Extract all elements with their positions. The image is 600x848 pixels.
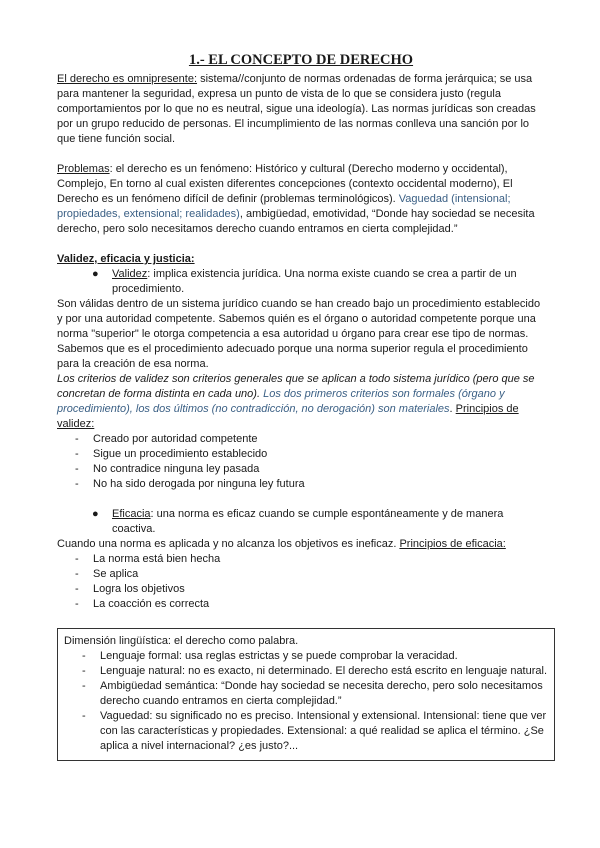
list-item: - Sigue un procedimiento establecido xyxy=(75,448,268,460)
validez-bullet xyxy=(57,267,545,297)
intro-paragraph xyxy=(57,72,545,147)
criterios-dot: . xyxy=(449,403,456,415)
page-title: 1.- EL CONCEPTO DE DERECHO xyxy=(188,52,414,68)
principios-validez-label: Principios de validez: xyxy=(57,403,519,430)
intro-lead: El derecho es omnipresente: xyxy=(57,73,198,85)
eficacia-definition: : una norma es eficaz cuando se cumple espontáneamente y de manera coactiva. xyxy=(112,508,504,535)
list-item: - Logra los objetivos xyxy=(75,583,185,595)
list-item: - Se aplica xyxy=(75,568,139,580)
list-item: - Lenguaje formal: usa reglas estrictas y se puede comprobar la veracidad. xyxy=(82,650,458,662)
intro-text: sistema//conjunto de normas ordenadas de forma jerárquica; se usa para mantener la seguridad, expresa un punto de vista de lo que se considera justo (regula comportamientos por lo que no es neutral, sigue una ideología). Las normas jurídicas son creadas por un grupo reducido de personas. El incumplimiento de las normas conlleva una sanción por lo que tiene función social. xyxy=(57,73,536,145)
box-list xyxy=(64,649,548,754)
problemas-text: : el derecho es un fenómeno: Histórico y cultural (Derecho moderno y occidental), Complejo, En torno al cual existen diferentes concepciones (contexto occidental moderno), El Derecho es un fenómeno difícil de definir (problemas terminológicos). xyxy=(57,163,513,205)
problemas-paragraph xyxy=(57,162,545,237)
eficacia-principles-list xyxy=(57,552,545,612)
eficacia-paragraph xyxy=(57,537,545,552)
bullet-dot-icon: ● xyxy=(92,268,99,280)
criterios-italic: Los criterios de validez son criterios generales que se aplican a todo sistema jurídico (pero que se concretan de forma distinta en cada uno). xyxy=(57,373,535,400)
eficacia-para-text: Cuando una norma es aplicada y no alcanza los objetivos es ineficaz. xyxy=(57,538,400,550)
problemas-lead: Problemas xyxy=(57,163,110,175)
validez-term: Validez xyxy=(112,268,148,280)
list-item: - Vaguedad: su significado no es preciso. Intensional y extensional. Intensional: tiene que ver con las características y propiedades. Extensional: a qué realidad se aplica el término. ¿Se aplica a nivel internacional? ¿es justo?... xyxy=(82,710,547,752)
list-item: - Creado por autoridad competente xyxy=(75,433,258,445)
section-heading: Validez, eficacia y justicia: xyxy=(57,253,195,265)
criterios-paragraph xyxy=(57,372,545,432)
box-title: Dimensión lingüística: el derecho como palabra. xyxy=(64,635,299,647)
validez-paragraph: Son válidas dentro de un sistema jurídico cuando se han creado bajo un procedimiento establecido y por una autoridad competente. Sabemos quién es el órgano o autoridad competente porque una norma "superior" le otorga competencia a esa autoridad u órgano para crear ese tipo de normas. Sabemos que es el procedimiento adecuado porque una norma superior regula el procedimiento para la creación de esa norma. xyxy=(57,298,541,370)
list-item: - Lenguaje natural: no es exacto, ni determinado. El derecho está escrito en lenguaje natural. xyxy=(82,665,548,677)
linguistic-dimension-box xyxy=(57,628,555,761)
list-item: - La norma está bien hecha xyxy=(75,553,221,565)
bullet-dot-icon: ● xyxy=(92,508,99,520)
list-item: - La coacción es correcta xyxy=(75,598,210,610)
criterios-blue: Los dos primeros criterios son formales (órgano y procedimiento), los dos últimos (no contradicción, no derogación) son materiales xyxy=(57,388,505,415)
list-item: - No ha sido derogada por ninguna ley futura xyxy=(75,478,305,490)
eficacia-term: Eficacia xyxy=(112,508,151,520)
list-item: - No contradice ninguna ley pasada xyxy=(75,463,260,475)
list-item: - Ambigüedad semántica: “Donde hay sociedad se necesita derecho, pero solo necesitamos derecho cuando entramos en cierta complejidad.” xyxy=(82,680,543,707)
eficacia-bullet-list xyxy=(57,507,545,537)
principios-eficacia-label: Principios de eficacia: xyxy=(399,538,506,550)
validez-bullet-list xyxy=(57,267,545,297)
problemas-tail: , ambigüedad, emotividad, “Donde hay sociedad se necesita derecho, pero solo necesitamos derecho cuando entramos en cierta complejidad.” xyxy=(57,208,535,235)
problemas-blue-text: Vaguedad (intensional; propiedades, extensional; realidades) xyxy=(57,193,511,220)
eficacia-bullet xyxy=(57,507,545,537)
validez-principles-list xyxy=(57,432,545,492)
validez-definition: : implica existencia jurídica. Una norma existe cuando se crea a partir de un procedimiento. xyxy=(112,268,517,295)
